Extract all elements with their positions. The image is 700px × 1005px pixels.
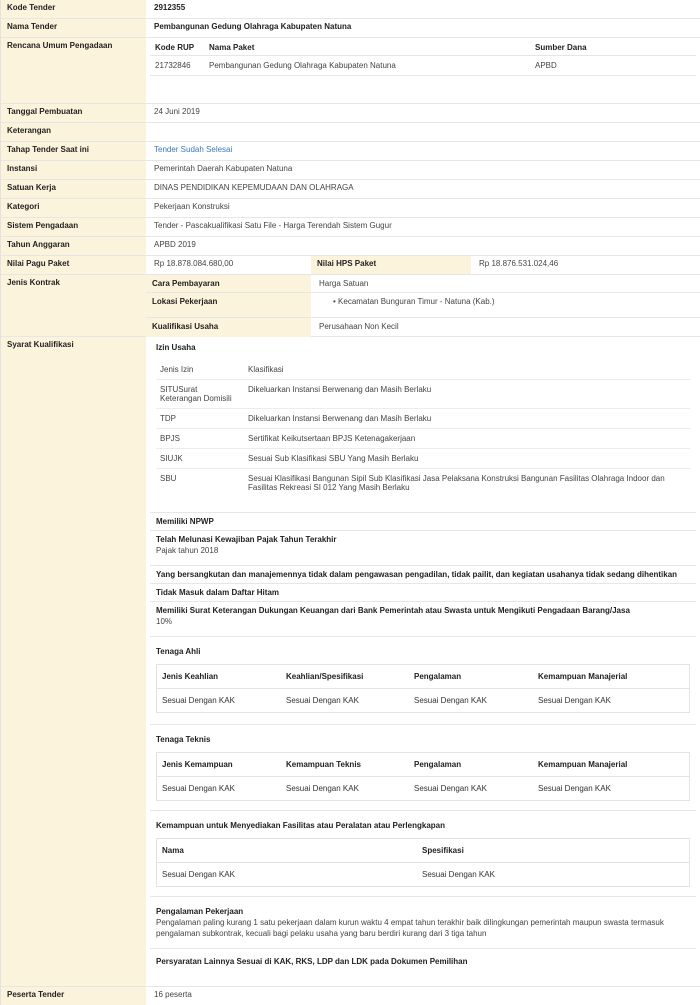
hps-label: Nilai HPS Paket [311,256,471,274]
izin-jenis: BPJS [156,429,244,449]
tt-header: Pengalaman [409,753,533,777]
izin-klasifikasi: Dikeluarkan Instansi Berwenang dan Masih Berlaku [244,409,690,429]
fasilitas-title: Kemampuan untuk Menyediakan Fasilitas atau Peralatan atau Perlengkapan [156,821,445,830]
keterangan-label: Keterangan [1,123,146,141]
instansi-label: Instansi [1,161,146,179]
ta-header: Jenis Keahlian [157,665,281,689]
pengalaman-text: Pengalaman paling kurang 1 satu pekerjaan dalam kurun waktu 4 empat tahun terakhir baik dilingkungan pemerintah maupun swasta termasuk pengalaman subkontrak, kecuali bagi pelaku usaha yang baru berdiri kurang dari 3 tiga tahun [156,918,664,938]
kualifikasi-value: Perusahaan Non Kecil [319,322,399,331]
lainnya-text: Persyaratan Lainnya Sesuai di KAK, RKS, LDP dan LDK pada Dokumen Pemilihan [156,957,468,966]
row-pagu-hps [1,256,700,275]
tt-cell: Sesuai Dengan KAK [286,784,359,793]
tenaga-ahli-block [150,637,696,725]
izin-klasifikasi: Sesuai Sub Klasifikasi SBU Yang Masih Berlaku [244,449,690,469]
ta-cell: Sesuai Dengan KAK [414,696,487,705]
ta-cell: Sesuai Dengan KAK [538,696,611,705]
tenaga-ahli-table [156,664,690,713]
dukungan-title: Memiliki Surat Keterangan Dukungan Keuangan dari Bank Pemerintah atau Swasta untuk Mengikuti Pengadaan Barang/Jasa [156,606,630,615]
row-kategori [1,199,700,218]
row-sistem [1,218,700,237]
tt-cell: Sesuai Dengan KAK [414,784,487,793]
izin-table [156,360,690,497]
ta-cell: Sesuai Dengan KAK [286,696,359,705]
daftar-hitam-block [150,584,696,602]
daftar-hitam-text: Tidak Masuk dalam Daftar Hitam [156,588,280,597]
fasilitas-table [156,838,690,887]
cara-pembayaran-value: Harga Satuan [319,279,369,288]
tt-cell: Sesuai Dengan KAK [538,784,611,793]
lokasi-value: • Kecamatan Bunguran Timur - Natuna (Kab.) [333,297,495,306]
dukungan-block [150,602,696,637]
kontrak-details [146,275,700,336]
izin-jenis: TDP [156,409,244,429]
izin-jenis: SBU [156,469,244,498]
tahap-link[interactable]: Tender Sudah Selesai [154,145,233,154]
row-rencana-umum [1,38,700,104]
fas-header: Spesifikasi [417,839,689,863]
fasilitas-block [150,811,696,897]
rup-header-sumber: Sumber Dana [530,40,696,56]
tenaga-teknis-table [156,752,690,801]
row-tahap [1,142,700,161]
cara-pembayaran-label: Cara Pembayaran [146,275,311,292]
pajak-title: Telah Melunasi Kewajiban Pajak Tahun Terakhir [156,535,337,544]
ta-header: Pengalaman [409,665,533,689]
tt-header: Kemampuan Teknis [281,753,409,777]
izin-klasifikasi: Sertifikat Keikutsertaan BPJS Ketenagakerjaan [244,429,690,449]
nama-tender-label: Nama Tender [1,19,146,37]
dukungan-sub: 10% [156,617,173,626]
tt-cell: Sesuai Dengan KAK [162,784,235,793]
fas-cell: Sesuai Dengan KAK [422,870,495,879]
izin-jenis: SIUJK [156,449,244,469]
syarat-label: Syarat Kualifikasi [1,337,146,986]
izin-header-jenis: Jenis Izin [160,365,194,374]
rencana-umum-label: Rencana Umum Pengadaan [1,38,146,103]
izin-usaha-block [150,337,696,513]
izin-klasifikasi: Dikeluarkan Instansi Berwenang dan Masih Berlaku [244,380,690,409]
kode-tender-value: 2912355 [154,3,186,12]
lokasi-label: Lokasi Pekerjaan [146,293,311,317]
nama-tender-value: Pembangunan Gedung Olahraga Kabupaten Natuna [154,22,352,31]
row-tanggal [1,104,700,123]
ta-cell: Sesuai Dengan KAK [162,696,235,705]
row-keterangan [1,123,700,142]
tenaga-ahli-title: Tenaga Ahli [156,647,201,656]
kontrak-lokasi-row [146,293,700,318]
pengalaman-block [150,897,696,949]
izin-klasifikasi: Sesuai Klasifikasi Bangunan Sipil Sub Klasifikasi Jasa Pelaksana Konstruksi Bangunan Fasilitas Olahraga Indoor dan Fasilitas Rekreasi SI 012 Yang Masih Berlaku [244,469,690,498]
rup-table [150,40,696,76]
tt-header: Jenis Kemampuan [157,753,281,777]
row-kode-tender [1,0,700,19]
lokasi-text: Kecamatan Bunguran Timur - Natuna (Kab.) [338,297,495,306]
pagu-value: Rp 18.878.084.680,00 [154,259,234,268]
kualifikasi-label: Kualifikasi Usaha [146,318,311,337]
tt-header: Kemampuan Manajerial [533,753,689,777]
tanggal-value: 24 Juni 2019 [154,107,200,116]
rup-table-wrap [146,38,700,103]
sistem-label: Sistem Pengadaan [1,218,146,236]
kategori-value: Pekerjaan Konstruksi [154,202,230,211]
npwp-block [150,513,696,531]
keterangan-value [146,123,700,141]
tahun-label: Tahun Anggaran [1,237,146,255]
izin-header-klasifikasi: Klasifikasi [248,365,284,374]
rup-header-kode: Kode RUP [150,40,204,56]
peserta-value[interactable]: 16 peserta [154,990,192,999]
tahun-value: APBD 2019 [154,240,196,249]
rup-header-nama: Nama Paket [204,40,530,56]
peserta-label: Peserta Tender [1,987,146,1005]
instansi-value: Pemerintah Daerah Kabupaten Natuna [154,164,293,173]
row-satuan-kerja [1,180,700,199]
row-syarat-kualifikasi [1,337,700,987]
kontrak-cara-row [146,275,700,293]
satuan-kerja-value: DINAS PENDIDIKAN KEPEMUDAAN DAN OLAHRAGA [154,183,354,192]
izin-title: Izin Usaha [156,343,196,352]
tahap-label: Tahap Tender Saat ini [1,142,146,160]
row-nama-tender [1,19,700,38]
rup-sumber: APBD [530,56,696,76]
npwp-text: Memiliki NPWP [156,517,214,526]
pajak-block [150,531,696,566]
hps-value: Rp 18.876.531.024,46 [479,259,559,268]
row-tahun [1,237,700,256]
rup-nama: Pembangunan Gedung Olahraga Kabupaten Natuna [204,56,530,76]
satuan-kerja-label: Satuan Kerja [1,180,146,198]
ta-header: Kemampuan Manajerial [533,665,689,689]
ta-header: Keahlian/Spesifikasi [281,665,409,689]
tenaga-teknis-block [150,725,696,811]
tanggal-label: Tanggal Pembuatan [1,104,146,122]
izin-jenis: SITUSurat Keterangan Domisili [156,380,244,409]
tenaga-teknis-title: Tenaga Teknis [156,735,211,744]
fas-header: Nama [157,839,417,863]
lainnya-block [150,949,696,977]
pengawasan-text: Yang bersangkutan dan manajemennya tidak dalam pengawasan pengadilan, tidak pailit, dan kegiatan usahanya tidak sedang dihentikan [156,570,678,579]
row-peserta [1,987,700,1005]
jenis-kontrak-label: Jenis Kontrak [1,275,146,336]
pengalaman-title: Pengalaman Pekerjaan [156,907,244,916]
syarat-content [146,337,700,986]
fas-cell: Sesuai Dengan KAK [162,870,235,879]
rup-kode: 21732846 [150,56,204,76]
row-instansi [1,161,700,180]
sistem-value: Tender - Pascakualifikasi Satu File - Harga Terendah Sistem Gugur [154,221,392,230]
row-jenis-kontrak [1,275,700,337]
pajak-sub: Pajak tahun 2018 [156,546,219,555]
kode-tender-label: Kode Tender [1,0,146,18]
kategori-label: Kategori [1,199,146,217]
kontrak-kualifikasi-row [146,318,700,337]
pengawasan-block [150,566,696,584]
pagu-label: Nilai Pagu Paket [1,256,146,274]
